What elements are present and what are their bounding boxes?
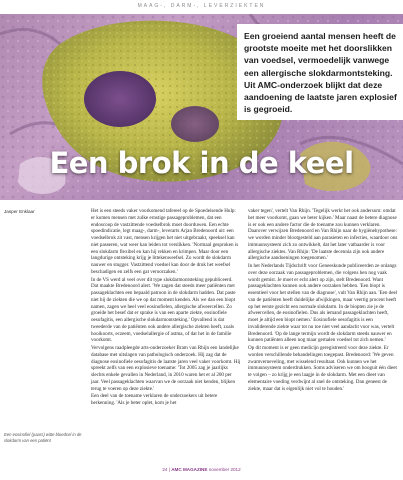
page-title: Een brok in de keel [49,146,354,180]
body-column-1 [91,208,241,408]
lede-text: Een groeiend aantal mensen heeft de grootste moeite met het doorslikken van voedsel, vermoedelijk vanwege een allergische slokdarmontsteking. Uit AMC-onderzoek blijkt dat deze aandoening de laatste jaren explosief is gegroeid. [244,31,397,115]
page-footer [0,467,403,472]
paragraph: In het Nederlands Tijdschrift voor Geneeskunde publiceerden ze onlangs over deze oorzaak van passageproblemen, die volgens hen nog vaak wordt gemist. Je moet er echt alert op zijn, stelt Bredenoord. Want passageklachten kunnen ook andere oorzaken hebben. 'Een biopt is essentieel voor het stellen van de diagnose', vult Van Rhijn aan. 'Een deel van de patiënten heeft duidelijke afwijkingen, maar veertig procent heeft op het eerste gezicht een normale slokdarm. In de biopten zie je de afweercellen, de eosinofielen. Dus als iemand passageklachten heeft, moet je altijd een biopt nemen.' Eosinofiele oesofagitis is een invaliderende ziekte waar tot nu toe niet veel aandacht voor was, vertelt Bredenoord. 'Op de lange termijn wordt de slokdarm steeds nauwer en kunnen patiënten alleen nog maar gemalen voedsel tot zich nemen.' [248,263,398,344]
page-number: 24 [162,467,168,472]
paragraph: Op dit moment is er geen medicijn geregistreerd voor deze ziekte. Er worden verschillende behandelingen toegepast. Bredenoord: 'We geven zwamverneveling, met wisselend resultaat. Ook kunnen we het immuunsysteem onderdrukken. Soms adviseren we om hooguit één dieet te volgen – zo krijg je een laagje in de slokdarm. Met een dieet van elementaire voeding verdwijnt al snel de ontsteking. Dan geneest de ziekte, maar dat is eigenlijk niet vol te houden.' [248,345,397,392]
author-byline: Jasper Enklaar [4,209,35,214]
section-kicker: MAAG-, DARM-, LEVERZIEKTEN [137,3,266,9]
issue-date: november 2012 [208,467,241,472]
paragraph: In de VS werd al veel over dit type slokdarmontsteking gepubliceerd. Dat maakte Bredenoord alert. 'We zagen dat steeds meer patiënten met passageklachten een bepaald patroon in de slokdarm hadden. Dat paste niet bij de ziekten die we op dat moment kenden. Als we dan een biopt namen, zagen we heel veel eosinofielen, allergische afweercellen. Zo groeide het besef dat er sprake is van een aparte ziekte, eosinofiele oesofagitis, een allergische slokdarmontsteking.' Opvallend is dat tweederde van de patiënten ook andere allergische ziekten heeft, zoals hooikoorts, eczeem, voedselallergie of astma, of dat het in de familie voorkomt. [91,276,236,344]
image-caption: Een eosinofiel (paars) witte bloedcel in de slokdarm van een patiënt [4,432,82,443]
magazine-name: AMC MAGAZINE [171,467,208,472]
footer-separator: | [168,467,172,472]
paragraph: Vervolgens raadpleegde arts-onderzoeker Bram van Rhijn een landelijke database met uitslagen van pathologisch onderzoek. Hij zag dat de diagnose eosinofiele oesofagitis de laatste jaren veel vaker voorkomt. Hij spreekt zelfs van een explosieve toename: 'Tot 2005 zag je jaarlijks slechts enkele gevallen in Nederland, in 2010 waren het er al 200 per jaar. Veel passageklachten waarvan we de oorzaak niet kenden, blijken terug te voeren op deze ziekte.' [91,345,241,392]
paragraph: vaker tegen', vertelt Van Rhijn. 'Tegelijk werkt het ook andersom: omdat het meer voorkomt, gaan we beter kijken.' Maar naast de betere diagnose is er ook een andere factor die de toename zou kunnen verklaren. Daarover verwijzen Bredenoord en Van Rhijn naar de hygiënehypothese: we worden minder blootgesteld aan parasieten en infecties, waardoor ons immuunsysteem zich zo ontwikkelt, dat het later vatbaarder is voor allergische ziektes. Van Rhijn: 'De laatste decennia zijn ook andere allergische aandoeningen toegenomen.' [248,208,398,262]
body-column-2 [248,208,398,393]
paragraph: Een deel van de toename verklaren de onderzoekers uit betere herkenning. 'Als je beter oplet, kom je het [91,393,218,406]
lede-box [237,24,403,120]
paragraph: Het is een steeds vaker voorkomend tafereel op de Spoedeisende Hulp: er komen mensen met zulke ernstige passageproblemen, dat een endoscoop de vastzittende voedselbrok moet doorduwen. Een echte spoedindicatie, legt maag-, darm-, leverarts Arjan Bredenoord uit: een voedselbrok zit vast, mensen krijgen het niet uitgebraakt, speeksel kan niet passeren, wat weer kan leiden tot verslikken. 'Normaal gesproken is een slokdarm flexibel en kan hij rekken en krimpen. Maar door een langdurige ontsteking krijg je littekenweefsel. Zo wordt de slokdarm nauwer en stugger. Vastzittend voedsel kan door de druk het weefsel beschadigen en zelfs een gat veroorzaken.' [91,208,239,275]
